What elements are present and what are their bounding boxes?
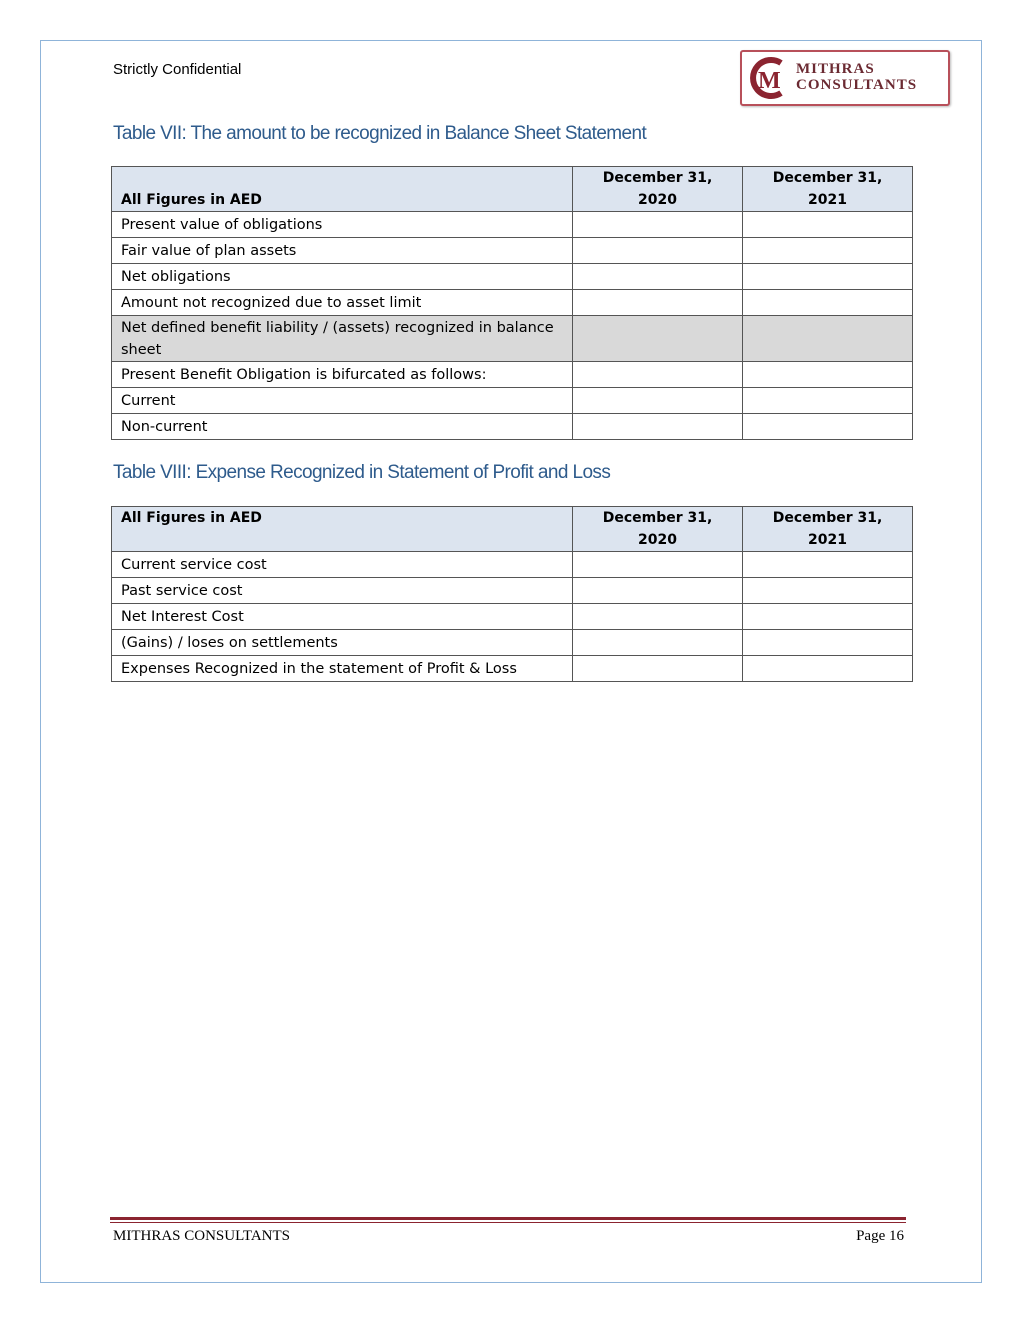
value-cell <box>573 316 743 362</box>
company-logo <box>740 50 950 106</box>
table-row <box>112 604 913 630</box>
table-row <box>112 414 913 440</box>
row-label: Present Benefit Obligation is bifurcated as follows: <box>112 362 573 388</box>
value-cell <box>743 388 913 414</box>
row-label: Net obligations <box>112 264 573 290</box>
row-label: Expenses Recognized in the statement of Profit & Loss <box>112 656 573 682</box>
table-row <box>112 630 913 656</box>
table-viii <box>111 506 913 682</box>
svg-text:M: M <box>758 68 781 94</box>
value-cell <box>743 656 913 682</box>
value-cell <box>573 264 743 290</box>
footer-divider <box>110 1217 906 1220</box>
row-label: Present value of obligations <box>112 212 573 238</box>
header-cell: All Figures in AED <box>112 507 573 552</box>
table-vii <box>111 166 913 440</box>
row-label: Net Interest Cost <box>112 604 573 630</box>
value-cell <box>743 414 913 440</box>
row-label: Net defined benefit liability / (assets) recognized in balance sheet <box>112 316 573 362</box>
logo-line-2: CONSULTANTS <box>796 77 918 93</box>
value-cell <box>743 316 913 362</box>
logo-line-1: MITHRAS <box>796 61 875 77</box>
header-cell: December 31, 2020 <box>573 167 743 212</box>
header-cell: All Figures in AED <box>112 167 573 212</box>
value-cell <box>743 290 913 316</box>
table-row-highlighted <box>112 316 913 362</box>
row-label: (Gains) / loses on settlements <box>112 630 573 656</box>
table-row <box>112 388 913 414</box>
value-cell <box>573 630 743 656</box>
row-label: Current <box>112 388 573 414</box>
mithras-cm-monogram-icon <box>745 55 795 101</box>
table-vii-title: Table VII: The amount to be recognized in Balance Sheet Statement <box>113 123 647 144</box>
value-cell <box>573 414 743 440</box>
header-cell: December 31, 2021 <box>743 167 913 212</box>
row-label: Non-current <box>112 414 573 440</box>
value-cell <box>573 212 743 238</box>
table-row <box>112 656 913 682</box>
value-cell <box>573 388 743 414</box>
value-cell <box>743 604 913 630</box>
footer-company: MITHRAS CONSULTANTS <box>113 1228 291 1244</box>
value-cell <box>743 552 913 578</box>
row-label: Current service cost <box>112 552 573 578</box>
value-cell <box>743 362 913 388</box>
table-viii-title: Table VIII: Expense Recognized in Statement of Profit and Loss <box>113 462 611 483</box>
table-row <box>112 290 913 316</box>
value-cell <box>743 238 913 264</box>
value-cell <box>573 578 743 604</box>
value-cell <box>573 656 743 682</box>
table-header-row <box>112 167 913 212</box>
confidentiality-label: Strictly Confidential <box>113 61 242 78</box>
table-row <box>112 238 913 264</box>
row-label: Fair value of plan assets <box>112 238 573 264</box>
table-row <box>112 362 913 388</box>
row-label: Amount not recognized due to asset limit <box>112 290 573 316</box>
value-cell <box>743 212 913 238</box>
table-row <box>112 264 913 290</box>
footer-divider-thin <box>110 1222 906 1223</box>
header-cell: December 31, 2020 <box>573 507 743 552</box>
value-cell <box>573 552 743 578</box>
value-cell <box>743 264 913 290</box>
value-cell <box>743 578 913 604</box>
table-row <box>112 212 913 238</box>
value-cell <box>573 238 743 264</box>
table-row <box>112 552 913 578</box>
row-label: Past service cost <box>112 578 573 604</box>
value-cell <box>573 290 743 316</box>
value-cell <box>573 362 743 388</box>
value-cell <box>743 630 913 656</box>
value-cell <box>573 604 743 630</box>
table-header-row <box>112 507 913 552</box>
table-row <box>112 578 913 604</box>
page-number: Page 16 <box>856 1228 904 1244</box>
header-cell: December 31, 2021 <box>743 507 913 552</box>
